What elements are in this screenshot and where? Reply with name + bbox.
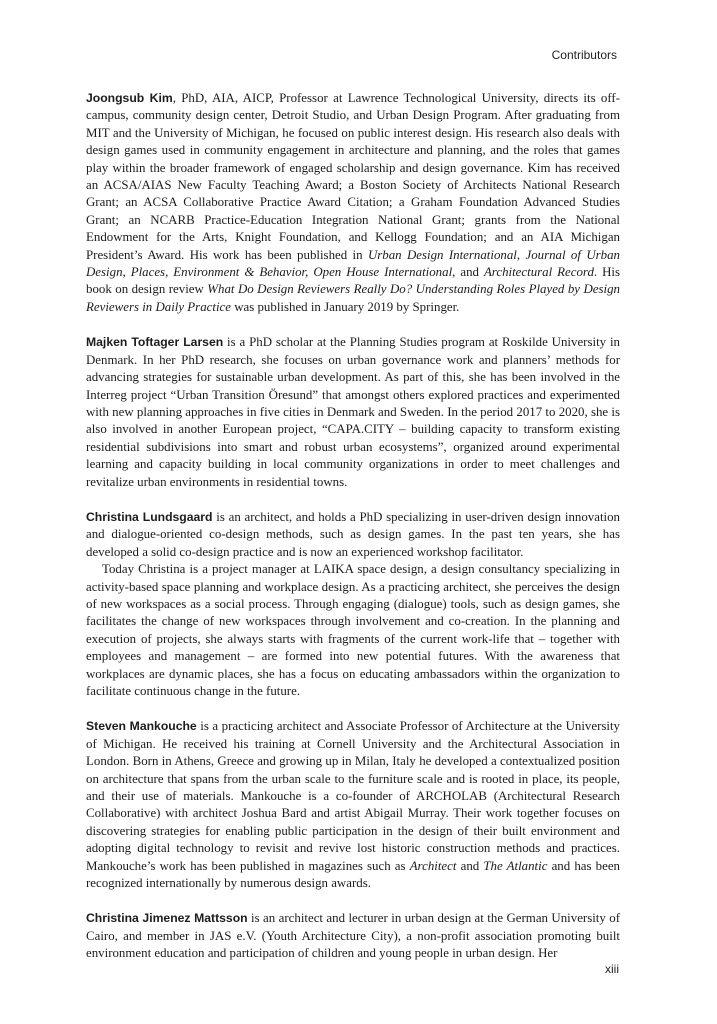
contributor-name: Steven Mankouche	[86, 719, 197, 734]
contributor-name: Christina Jimenez Mattsson	[86, 911, 248, 926]
contributor-name: Christina Lundsgaard	[86, 509, 213, 524]
contributor-bio	[86, 334, 620, 491]
contributor-bio	[86, 509, 620, 700]
contributor-name: Joongsub Kim	[86, 91, 173, 105]
bio-text: is a practicing architect and Associate Professor of Architecture at the University of Michigan. He received his training at Cornell University and the Architectural Association in London. Born in Athens, Greece and growing up in Milan, Italy he developed a contextualized position on architecture that spans from the urban scale to the furniture scale and is rooted in place, its people, and their use of materials. Mankouche is a co-founder of ARCHOLAB (Architectural Research Collaborative) with architect Joshua Bard and artist Abigail Murray. Their work together focuses on discovering strategies for enabling public participation in the design of their built environment and adopting digital technology to revisit and revive lost historic construction methods and practices. Mankouche’s work has been published in magazines such as	[86, 719, 620, 873]
bio-paragraph	[86, 90, 620, 316]
bio-paragraph	[86, 718, 620, 892]
bio-text: , and	[452, 265, 484, 280]
bio-paragraph	[86, 334, 620, 491]
bio-text: ,	[516, 247, 526, 262]
contributor-bio	[86, 90, 620, 316]
bio-text: , PhD, AIA, AICP, Professor at Lawrence Technological University, directs its off-campus, community design center, Detroit Studio, and Urban Design Program. After graduating from MIT and the University of Michigan, he focused on public interest design. His research also deals with design games used in community engagement in architecture and planning, and the roles that games play within the broader framework of engaged scholarship and design governance. Kim has received an ACSA/AIAS New Faculty Teaching Award; a Boston Society of Architects National Research Grant; an ACSA Collaborative Practice Award Citation; a Graham Foundation Advanced Studies Grant; an NCARB Practice-Education Integration National Grant; grants from the National Endowment for the Arts, Knight Foundation, and Kellogg Foundation; and an AIA Michigan President’s Award. His work has been published in	[86, 91, 620, 262]
bio-text: and has been recognized internationally by numerous design awards.	[86, 858, 620, 891]
italic-title: Architectural Record	[483, 265, 594, 280]
bio-text: . His book on design review	[86, 265, 621, 297]
bio-text: was published in January 2019 by Springer.	[230, 299, 460, 314]
bio-text: Today Christina is a project manager at LAIKA space design, a design consultancy specializing in activity-based space planning and workplace design. As a practicing architect, she perceives the design of new workspaces as a social process. Through engaging (dialogue) tools, such as design games, she facilitates the change of new workspaces through involvement and co-creation. In the planning and execution of projects, she always starts with fragments of the current work-life that – together with employees and management – are formed into new potential futures. With the awareness that workplaces are dynamic places, she has a focus on educating ambassadors within the organization to facilitate continuous change in the future.	[86, 562, 620, 698]
italic-title: Urban Design International	[367, 247, 517, 262]
bio-text: is a PhD scholar at the Planning Studies program at Roskilde University in Denmark. In her PhD research, she focuses on urban governance work and planners’ methods for advancing strategies for sustainable urban development. As part of this, she has been involved in the Interreg project “Urban Transition Öresund” that amongst others explored practices and experimented with new planning approaches in five cities in Denmark and Sweden. In the period 2017 to 2020, she is also involved in another European project, “CAPA.CITY – building capacity to transform existing residential subdivisions into smart and robust urban ecosystems”, organized around experimental learning and capacity building in local community organizations in order to meet challenges and revitalize urban environments in residential towns.	[86, 335, 620, 489]
bio-paragraph	[86, 910, 620, 962]
italic-title: Journal of Urban Design, Places, Environment & Behavior, Open House International	[86, 247, 620, 280]
bio-paragraph	[86, 561, 620, 700]
running-head: Contributors	[551, 48, 617, 62]
bio-text: is an architect, and holds a PhD specializing in user-driven design innovation and dialogue-oriented co-design methods, such as design games. In the past ten years, she has developed a solid co-design practice and is now an experienced workshop facilitator.	[86, 509, 621, 559]
italic-title: Architect	[409, 858, 457, 873]
contributors-body	[86, 90, 620, 981]
italic-title: What Do Design Reviewers Really Do? Understanding Roles Played by Design Reviewers in Daily Practice	[86, 282, 620, 314]
contributor-bio	[86, 910, 620, 962]
contributor-name: Majken Toftager Larsen	[86, 335, 224, 350]
bio-paragraph	[86, 509, 620, 561]
page-number: xiii	[605, 962, 619, 976]
bio-text: and	[456, 858, 484, 873]
contributor-bio	[86, 718, 620, 892]
bio-text: is an architect and lecturer in urban design at the German University of Cairo, and member in JAS e.V. (Youth Architecture City), a non-profit association promoting built environment education and participation of children and young people in urban design. Her	[86, 911, 620, 961]
italic-title: The Atlantic	[483, 858, 548, 873]
